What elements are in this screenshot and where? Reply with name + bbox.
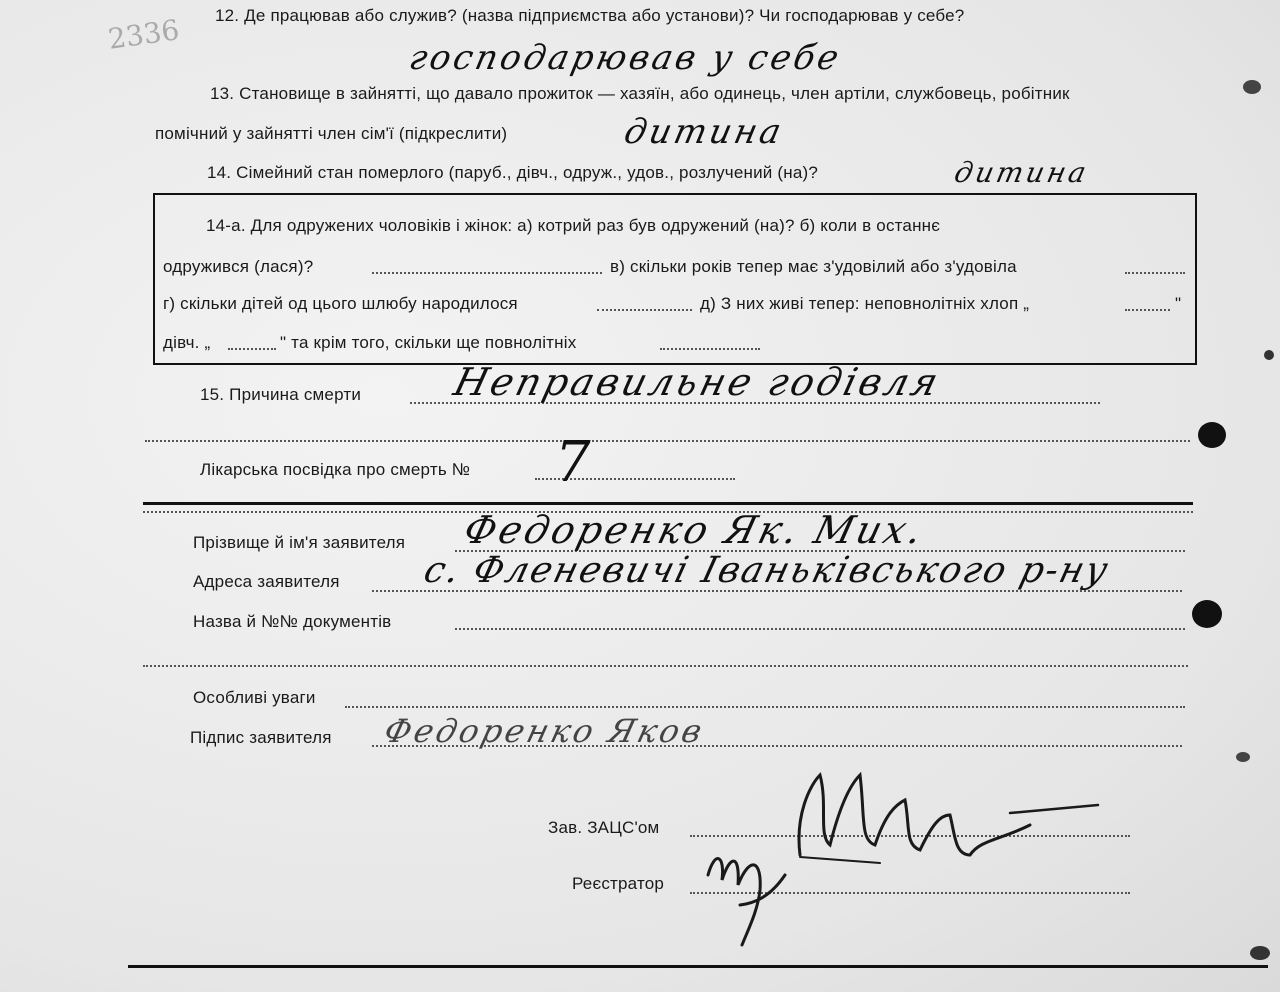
ink-blot: [1192, 600, 1222, 628]
section-divider: [143, 502, 1193, 505]
zags-head-label: Зав. ЗАЦС'ом: [548, 818, 660, 837]
question-14-answer: дитина: [951, 156, 1093, 189]
question-14a-line2b: в) скільки років тепер має з'удовілий або з'удовіла: [610, 257, 1017, 276]
question-12-answer: господарював у себе: [405, 38, 846, 78]
applicant-signature-value: Федоренко Яков: [380, 712, 709, 750]
certificate-number: 7: [555, 430, 591, 495]
fill-line: [345, 706, 1185, 708]
question-12-label: 12. Де працював або служив? (назва підприємства або установи)? Чи господарював у себе?: [215, 6, 965, 25]
ink-blot: [1198, 422, 1226, 448]
registrar-label: Реєстратор: [572, 874, 665, 893]
margin-note: 2336: [106, 13, 182, 56]
question-15-label: 15. Причина смерти: [200, 385, 362, 404]
fill-line: [597, 309, 692, 311]
bottom-divider: [128, 965, 1268, 968]
question-13-label-line1: 13. Становище в зайнятті, що давало прожиток — хазяїн, або одинець, член артіли, службовець, робітник: [210, 84, 1070, 103]
question-14a-line4a: дівч. „: [163, 333, 211, 352]
fill-line: [145, 440, 1190, 442]
question-14a-line1: 14-а. Для одружених чоловіків і жінок: а) котрий раз був одружений (на)? б) коли в останнє: [206, 216, 941, 235]
question-14a-line3a: г) скільки дітей од цього шлюбу народилося: [163, 294, 518, 313]
question-14a-line2a: одружився (лася)?: [163, 257, 314, 276]
applicant-address-label: Адреса заявителя: [193, 572, 340, 591]
ink-blot: [1236, 752, 1250, 762]
question-13-answer: дитина: [620, 112, 788, 152]
ink-blot: [1250, 946, 1270, 960]
registrar-signature-image: [700, 835, 820, 955]
fill-line: [372, 272, 602, 274]
question-14-label: 14. Сімейний стан померлого (паруб., дівч., одруж., удов., розлучений (на)?: [207, 163, 819, 182]
fill-line: [143, 665, 1188, 667]
fill-line: [455, 628, 1185, 630]
applicant-address-value: с. Фленевичі Іваньківського р-ну: [419, 550, 1114, 591]
certificate-label: Лікарська посвідка про смерть №: [200, 460, 471, 479]
question-13-label-line2: помічний у зайнятті член сім'ї (підкреслити): [155, 124, 508, 143]
fill-line: [1125, 309, 1170, 311]
applicant-signature-label: Підпис заявителя: [190, 728, 332, 747]
notes-label: Особливі уваги: [193, 688, 316, 707]
fill-line: [660, 348, 760, 350]
ink-blot: [1243, 80, 1261, 94]
applicant-name-value: Федоренко Як. Мих.: [459, 508, 930, 552]
fill-line: [1125, 272, 1185, 274]
documents-label: Назва й №№ документів: [193, 612, 392, 631]
ink-blot: [1264, 350, 1274, 360]
applicant-name-label: Прізвище й ім'я заявителя: [193, 533, 406, 552]
question-14a-line3c: ": [1175, 294, 1182, 313]
question-15-answer: Неправильне годівля: [449, 360, 946, 404]
fill-line: [228, 348, 276, 350]
question-14a-line3b: д) З них живі тепер: неповнолітніх хлоп „: [700, 294, 1030, 313]
question-14a-line4b: " та крім того, скільки ще повнолітніх: [280, 333, 577, 352]
